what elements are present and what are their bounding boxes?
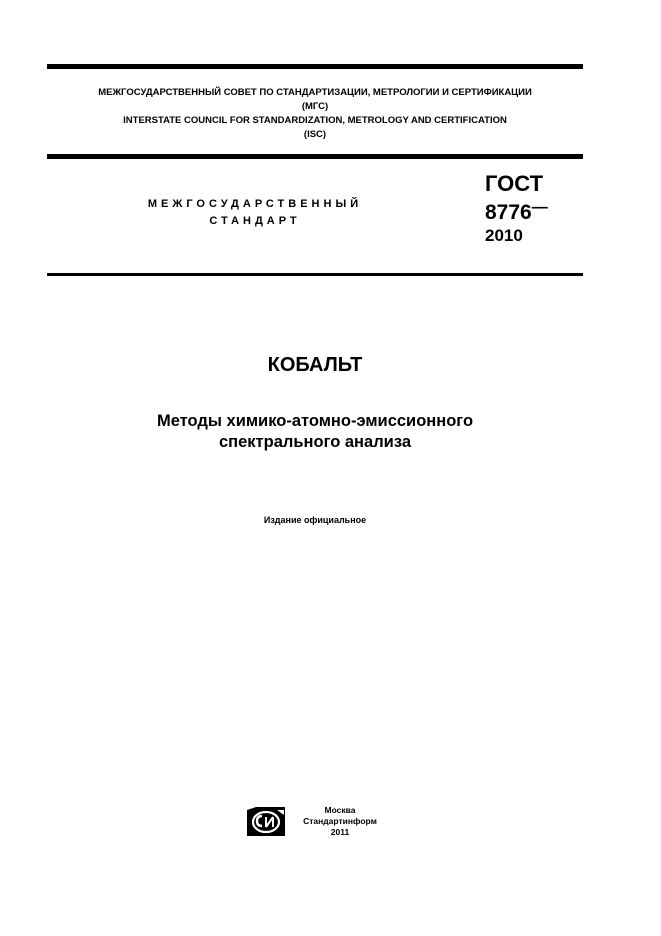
gost-dash: —: [531, 199, 548, 216]
gost-number: 8776: [485, 201, 532, 224]
council-name-ru: МЕЖГОСУДАРСТВЕННЫЙ СОВЕТ ПО СТАНДАРТИЗАЦИИ, МЕТРОЛОГИИ И СЕРТИФИКАЦИИ: [98, 87, 532, 98]
standard-type-line2: СТАНДАРТ: [209, 215, 301, 227]
council-header: [47, 86, 583, 142]
gost-word: ГОСТ: [485, 171, 544, 196]
publisher-city: Москва: [324, 805, 356, 815]
gost-designation: [485, 172, 548, 247]
edition-label: Издание официальное: [263, 515, 367, 525]
top-rule: [47, 64, 583, 69]
bottom-rule: [47, 273, 583, 276]
publisher-block: [294, 805, 386, 838]
publisher-name: Стандартинформ: [303, 816, 377, 826]
standartinform-logo-icon: [246, 806, 286, 837]
publisher-year: 2011: [330, 827, 350, 837]
document-title: КОБАЛЬТ: [267, 354, 363, 376]
standard-type-label: [110, 196, 400, 230]
council-abbr-ru: (МГС): [301, 101, 329, 112]
middle-rule: [47, 154, 583, 159]
gost-year: 2010: [485, 226, 523, 245]
document-subtitle: [60, 411, 570, 453]
council-name-en: INTERSTATE COUNCIL FOR STANDARDIZATION, METROLOGY AND CERTIFICATION: [123, 115, 507, 126]
gost-number-line: [485, 196, 548, 225]
subtitle-line1: Методы химико-атомно-эмиссионного: [156, 412, 474, 430]
standard-type-line1: МЕЖГОСУДАРСТВЕННЫЙ: [147, 198, 363, 210]
council-abbr-en: (ISC): [303, 129, 327, 140]
subtitle-line2: спектрального анализа: [218, 433, 411, 451]
